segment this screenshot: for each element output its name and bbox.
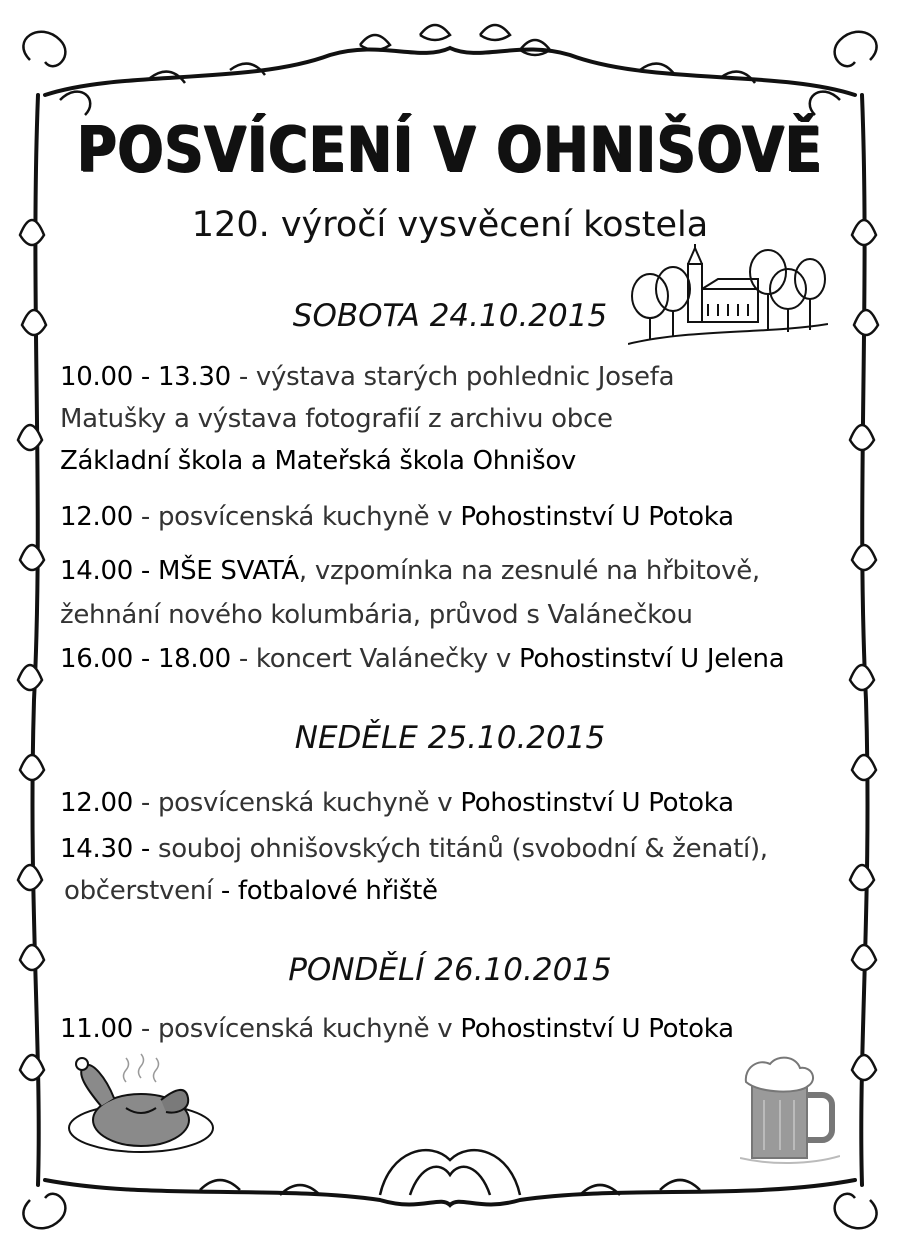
program-place: Pohostinství U Potoka [460, 788, 734, 818]
program-time: 10.00 - 13.30 [60, 362, 231, 392]
program-line [60, 502, 734, 532]
program-place: Pohostinství U Potoka [460, 502, 734, 532]
program-line [60, 404, 613, 434]
poster-title: POSVÍCENÍ V OHNIŠOVĚ [77, 113, 823, 186]
program-line [60, 446, 576, 476]
program-text: žehnání nového kolumbária, průvod s Valánečkou [60, 600, 693, 630]
day-heading-saturday: SOBOTA 24.10.2015 [292, 298, 608, 334]
program-time: 12.00 [60, 502, 133, 532]
program-place: - fotbalové hřiště [220, 876, 438, 906]
day-heading-monday: PONDĚLÍ 26.10.2015 [288, 952, 612, 988]
program-line [60, 362, 674, 392]
poster-subtitle: 120. výročí vysvěcení kostela [191, 205, 709, 245]
program-place: Pohostinství U Potoka [460, 1014, 734, 1044]
day-heading-sunday: NEDĚLE 25.10.2015 [294, 720, 606, 756]
program-text: Matušky a výstava fotografií z archivu obce [60, 404, 613, 434]
program-text: - posvícenská kuchyně v [140, 788, 453, 818]
program-line [60, 644, 784, 674]
program-text: - posvícenská kuchyně v [140, 502, 453, 532]
program-text: - posvícenská kuchyně v [140, 1014, 453, 1044]
program-time: 14.00 - MŠE SVATÁ [60, 556, 299, 586]
program-time: 14.30 - [60, 834, 150, 864]
program-line [60, 556, 760, 586]
program-text: , vzpomínka na zesnulé na hřbitově, [298, 556, 760, 586]
program-time: 11.00 [60, 1014, 133, 1044]
program-time: 16.00 - 18.00 [60, 644, 231, 674]
program-line [64, 876, 438, 906]
program-text: občerstvení [64, 876, 213, 906]
program-text: - výstava starých pohlednic Josefa [238, 362, 675, 392]
roast-chicken-icon [66, 1048, 216, 1158]
program-line [60, 1014, 734, 1044]
program-text: souboj ohnišovských titánů (svobodní & ženatí), [157, 834, 768, 864]
program-time: 12.00 [60, 788, 133, 818]
program-line [60, 600, 693, 630]
beer-mug-icon [740, 1050, 840, 1165]
program-text: - koncert Valánečky v [238, 644, 511, 674]
program-place: Základní škola a Mateřská škola Ohnišov [60, 446, 577, 476]
program-place: Pohostinství U Jelena [518, 644, 785, 674]
program-line [60, 834, 768, 864]
program-line [60, 788, 734, 818]
